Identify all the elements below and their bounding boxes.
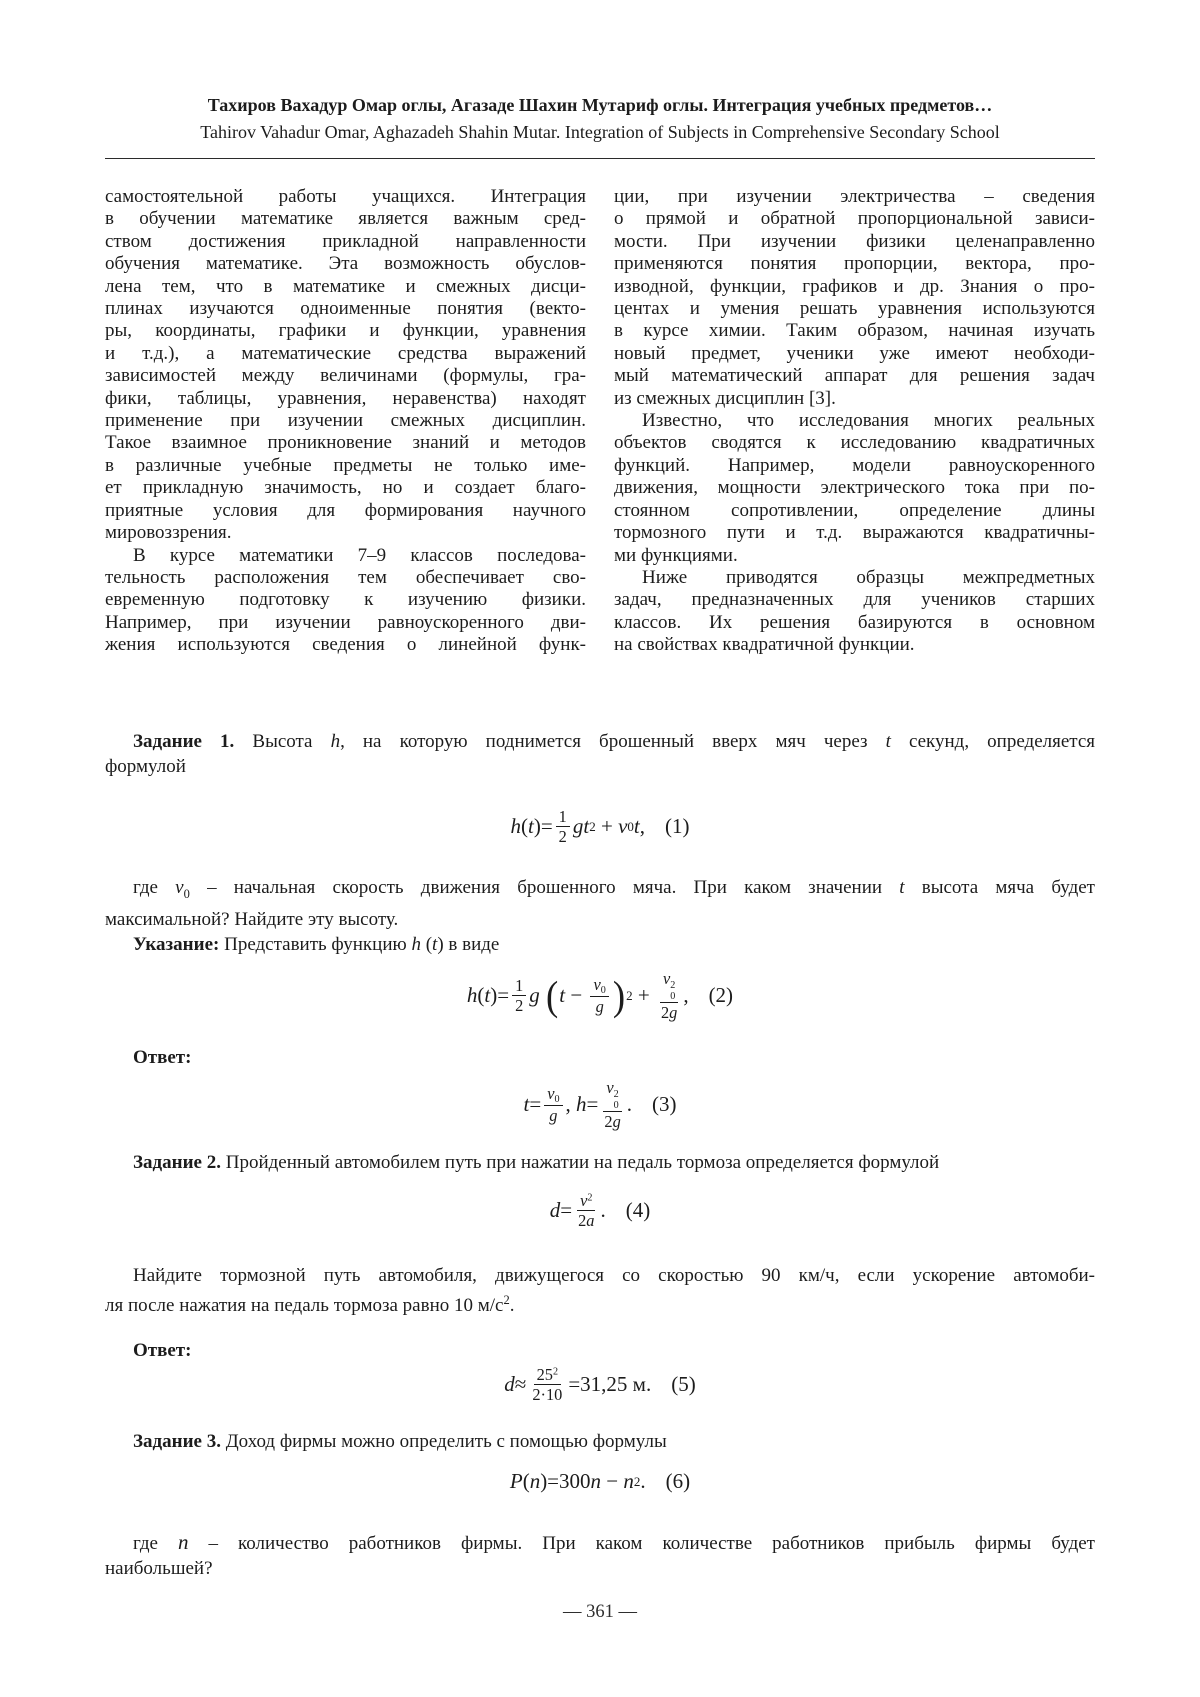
text-segment: 2 (503, 1292, 510, 1307)
formula-token: ( (520, 814, 528, 839)
formula-expression (504, 1365, 651, 1405)
text-line (105, 1429, 1095, 1454)
formula-token: 0 (627, 818, 634, 834)
formula-token (540, 983, 545, 1008)
page-number: — 361 — (563, 1602, 637, 1622)
formula-token: 2 (587, 1192, 593, 1204)
text-segment: где (133, 1532, 178, 1554)
formula-token: 0 (554, 1093, 560, 1105)
text-segment: ( (420, 933, 433, 955)
text-line: и т.д.), а математические средства выражений (105, 342, 586, 364)
formula-token: g (669, 1003, 678, 1023)
task2-answer-label (105, 1338, 1095, 1363)
formula-token: g (595, 997, 604, 1017)
fraction (512, 976, 526, 1016)
formula-token: 2·10 (532, 1385, 563, 1405)
text-line: в различные учебные предметы не только име- (105, 454, 586, 476)
formula-token: h (576, 1092, 587, 1117)
text-line: о прямой и обратной пропорциональной зависи- (614, 208, 1095, 230)
formula-token: t (583, 814, 590, 839)
sup-sub-stack: 2 0 (613, 1088, 619, 1112)
fraction (544, 1084, 562, 1126)
text-line: мости. При изучении физики целенаправленно (614, 230, 1095, 252)
formula-6 (105, 1460, 1095, 1504)
formula-token: n (623, 1469, 634, 1494)
text-line: обучения математике. Эта возможность обуслов- (105, 253, 586, 275)
fraction (658, 969, 680, 1023)
text-line: из смежных дисциплин [3]. (614, 387, 836, 409)
text-line (105, 1556, 1095, 1581)
answer-label-text: Ответ: (133, 1339, 192, 1361)
text-line: на свойствах квадратичной функции. (614, 634, 915, 656)
formula-token: 2 (589, 818, 596, 834)
text-line: движения, мощности электрического тока при по- (614, 477, 1095, 499)
text-segment: Доход фирмы можно определить с помощью формулы (220, 1430, 667, 1452)
text-segment: Задание 2. (133, 1151, 221, 1173)
formula-token: 2 (578, 1211, 587, 1231)
text-line (105, 875, 1095, 907)
formula-token: n (529, 1469, 541, 1494)
formula-expression (510, 807, 645, 847)
text-line: тормозного пути и т.д. выражаются квадратичны- (614, 522, 1095, 544)
formula-token: t (523, 1092, 530, 1117)
text-line (105, 1150, 1095, 1175)
text-segment: Пройденный автомобилем путь при нажатии на педаль тормоза определяется формулой (220, 1151, 940, 1173)
fraction (590, 975, 608, 1017)
text-segment: t (899, 876, 905, 898)
text-segment: Найдите тормозной путь автомобиля, движущегося со скоростью 90 км/ч, если ускорение автомоби- (133, 1264, 1095, 1286)
task3-statement (105, 1429, 1095, 1454)
text-line: ет прикладную значимость, но и создает благо- (105, 477, 586, 499)
text-line: Известно, что исследования многих реальных (642, 410, 1095, 432)
text-line: ции, при изучении электричества – сведения (614, 186, 1095, 207)
right-column (614, 186, 1095, 657)
formula-token: h (466, 983, 478, 1008)
formula-token: )=300 (540, 1469, 591, 1494)
formula-token: t (559, 983, 566, 1008)
text-segment: h (330, 730, 341, 752)
fraction (575, 1191, 597, 1231)
formula-token: + (595, 814, 619, 839)
text-line: в курсе химии. Таким образом, начиная изучать (614, 320, 1095, 342)
text-line: тельность расположения тем обеспечивает сво- (105, 566, 586, 588)
text-line (105, 907, 1095, 932)
text-line: функций. Например, модели равноускоренного (614, 454, 1095, 476)
text-line: применяются понятия пропорции, вектора, про- (614, 253, 1095, 275)
text-line: фики, таблицы, уравнения, неравенства) находят (105, 387, 586, 409)
formula-token: 2 (604, 1112, 613, 1132)
formula-token: . (600, 1198, 606, 1223)
text-line: изводной, функции, графиков и др. Знания о про- (614, 275, 1095, 297)
page-content (105, 0, 1095, 1581)
formula-token: ( (522, 1469, 530, 1494)
text-line (105, 932, 1095, 957)
fraction (556, 807, 570, 847)
equation-number: (5) (671, 1372, 696, 1397)
text-segment: высота мяча будет (904, 876, 1095, 898)
text-line: применение при изучении смежных дисциплин. (105, 410, 586, 432)
text-line: классов. Их решения базируются в основном (614, 611, 1095, 633)
formula-token: . (640, 1469, 646, 1494)
text-segment: t (432, 933, 438, 955)
text-line: стоянном сопротивлении, определение длины (614, 499, 1095, 521)
running-header (105, 0, 1095, 146)
text-line (105, 754, 1095, 779)
formula-5 (105, 1363, 1095, 1407)
formula-1 (105, 805, 1095, 849)
formula-token: d (549, 1198, 561, 1223)
text-line: ры, координаты, графики и функции, уравнения (105, 320, 586, 342)
text-line (105, 1288, 1095, 1318)
text-segment: ) в виде (437, 933, 500, 955)
formula-token: g (549, 1106, 558, 1126)
text-segment: Задание 3. (133, 1430, 221, 1452)
text-line (105, 729, 1095, 754)
text-line: мый математический аппарат для решения задач (614, 365, 1095, 387)
task1-answer-label (105, 1045, 1095, 1070)
formula-token: = (586, 1092, 599, 1117)
left-column (105, 186, 586, 657)
text-segment: Указание: (133, 933, 220, 955)
task3-question (105, 1530, 1095, 1581)
header-title-russian: Тахиров Вахадур Омар оглы, Агазаде Шахин Мутариф оглы. Интеграция учебных предметов… (207, 95, 993, 115)
formula-token: 2 (660, 1003, 670, 1023)
formula-token: g (572, 814, 584, 839)
text-line: евременную подготовку к изучению физики. (105, 589, 586, 611)
two-column-body (105, 186, 1095, 657)
answer-label-text: Ответ: (133, 1046, 192, 1068)
equation-number: (1) (665, 814, 690, 839)
header-title-english: Tahirov Vahadur Omar, Aghazadeh Shahin Mutar. Integration of Subjects in Comprehensive Secondary School (200, 122, 1000, 142)
formula-token: 1 (558, 806, 567, 826)
text-segment: где (133, 876, 176, 898)
text-segment: . (509, 1294, 515, 1316)
formula-expression (524, 1078, 633, 1132)
text-segment: Представить функцию (219, 933, 412, 955)
formula-token: , (683, 983, 689, 1008)
formula-token: = (560, 1198, 573, 1223)
formula-token: 2 (552, 1366, 559, 1378)
formula-token: n (590, 1469, 602, 1494)
formula-token: − (565, 983, 588, 1008)
formula-token: . (626, 1092, 632, 1117)
text-line: Такое взаимное проникновение знаний и методов (105, 432, 586, 454)
formula-expression (550, 1191, 606, 1231)
text-segment: v (175, 876, 184, 898)
formula-token: t (527, 814, 534, 839)
equation-number: (6) (665, 1469, 691, 1494)
formula-token: a (586, 1211, 595, 1231)
formula-token: v (662, 968, 671, 988)
formula-expression (467, 969, 689, 1023)
text-line: приятные условия для формирования научного (105, 499, 586, 521)
formula-token: ( (477, 983, 485, 1008)
text-segment: , на которую поднимется брошенный вверх мяч через (340, 730, 886, 752)
text-segment: t (885, 730, 891, 752)
text-segment: ля после нажатия на педаль тормоза равно 10 м/с (105, 1294, 504, 1316)
text-line: Например, при изучении равноускоренного дви- (105, 611, 586, 633)
task2-statement (105, 1150, 1095, 1175)
text-line: ством достижения прикладной направленности (105, 230, 586, 252)
equation-number: (4) (625, 1198, 651, 1223)
fraction (601, 1078, 623, 1132)
fraction (529, 1365, 565, 1405)
formula-token: 2 (633, 1473, 641, 1489)
formula-token: , (639, 814, 645, 839)
header-divider (105, 158, 1095, 159)
text-segment: максимальной? Найдите эту высоту. (105, 908, 399, 930)
formula-token: 25 (536, 1364, 553, 1384)
text-line: объектов сводятся к исследованию квадратичных (614, 432, 1095, 454)
text-line: задач, предназначенных для учеников старших (614, 589, 1095, 611)
formula-token: g (612, 1112, 621, 1132)
text-line: ми функциями. (614, 544, 738, 566)
formula-token: =31,25 м. (568, 1372, 652, 1397)
sup-sub-stack: 2 0 (670, 979, 676, 1002)
formula-token: v (593, 974, 601, 994)
text-line: центах и умения решать уравнения используются (614, 298, 1095, 320)
text-segment: n (177, 1529, 189, 1554)
formula-token: + (632, 983, 655, 1008)
formula-2 (105, 969, 1095, 1023)
formula-token: t (484, 983, 491, 1008)
task1-question (105, 875, 1095, 932)
formula-3 (105, 1078, 1095, 1132)
text-segment: – количество работников фирмы. При каком количестве работников прибыль фирмы будет (188, 1532, 1095, 1554)
formula-token: v (547, 1083, 555, 1103)
text-segment: – начальная скорость движения брошенного мяча. При каком значении (189, 876, 900, 898)
formula-token: d (504, 1372, 515, 1397)
equation-number: (2) (708, 983, 734, 1008)
text-line: В курсе математики 7–9 классов последова- (133, 544, 586, 566)
formula-token: 1 (515, 975, 524, 995)
formula-token: 0 (600, 984, 606, 996)
formula-token: = (529, 1092, 542, 1117)
text-line: мировоззрения. (105, 522, 232, 544)
formula-token: − (601, 1469, 624, 1494)
equation-number: (3) (652, 1092, 677, 1117)
formula-token: )= (490, 983, 510, 1008)
formula-token: , (565, 1092, 577, 1117)
text-line: зависимостей между величинами (формулы, гра- (105, 365, 586, 387)
text-segment: h (411, 933, 421, 955)
formula-token: h (510, 814, 521, 839)
big-parenthesis: ( (546, 972, 559, 1019)
text-line: лена тем, что в математике и смежных дисци- (105, 275, 586, 297)
text-segment: наибольшей? (105, 1557, 213, 1579)
text-line: самостоятельной работы учащихся. Интеграция (105, 186, 586, 207)
text-line: Ниже приводятся образцы межпредметных (642, 566, 1095, 588)
formula-token: v (618, 814, 628, 839)
text-line: в обучении математике является важным сред- (105, 208, 586, 230)
task1-statement (105, 729, 1095, 779)
page-footer (0, 1602, 1200, 1623)
formula-token: 2 (558, 827, 567, 847)
formula-token: 2 (515, 996, 524, 1016)
formula-token: v (580, 1190, 588, 1210)
text-segment: формулой (105, 755, 186, 777)
formula-token: v (606, 1077, 614, 1097)
exponent: 2 (626, 987, 633, 1003)
big-parenthesis: ) (612, 972, 626, 1019)
formula-token: )= (533, 814, 553, 839)
text-segment: Высота (234, 730, 331, 752)
formula-token: P (509, 1469, 523, 1494)
formula-4 (105, 1189, 1095, 1233)
task2-question (105, 1263, 1095, 1318)
task1-hint (105, 932, 1095, 957)
text-segment: Задание 1. (133, 730, 235, 752)
text-line: жения используются сведения о линейной функ- (105, 634, 586, 656)
text-line: плинах изучаются одноименные понятия (векто- (105, 298, 586, 320)
formula-token: g (529, 983, 540, 1008)
text-segment: 0 (183, 886, 190, 901)
text-segment: секунд, определяется (890, 730, 1095, 752)
formula-expression (510, 1469, 646, 1494)
formula-token: ≈ (514, 1372, 527, 1397)
formula-token: t (633, 814, 640, 839)
text-line (105, 1530, 1095, 1556)
text-line (105, 1263, 1095, 1288)
text-line: новый предмет, ученики уже имеют необходи- (614, 342, 1095, 364)
